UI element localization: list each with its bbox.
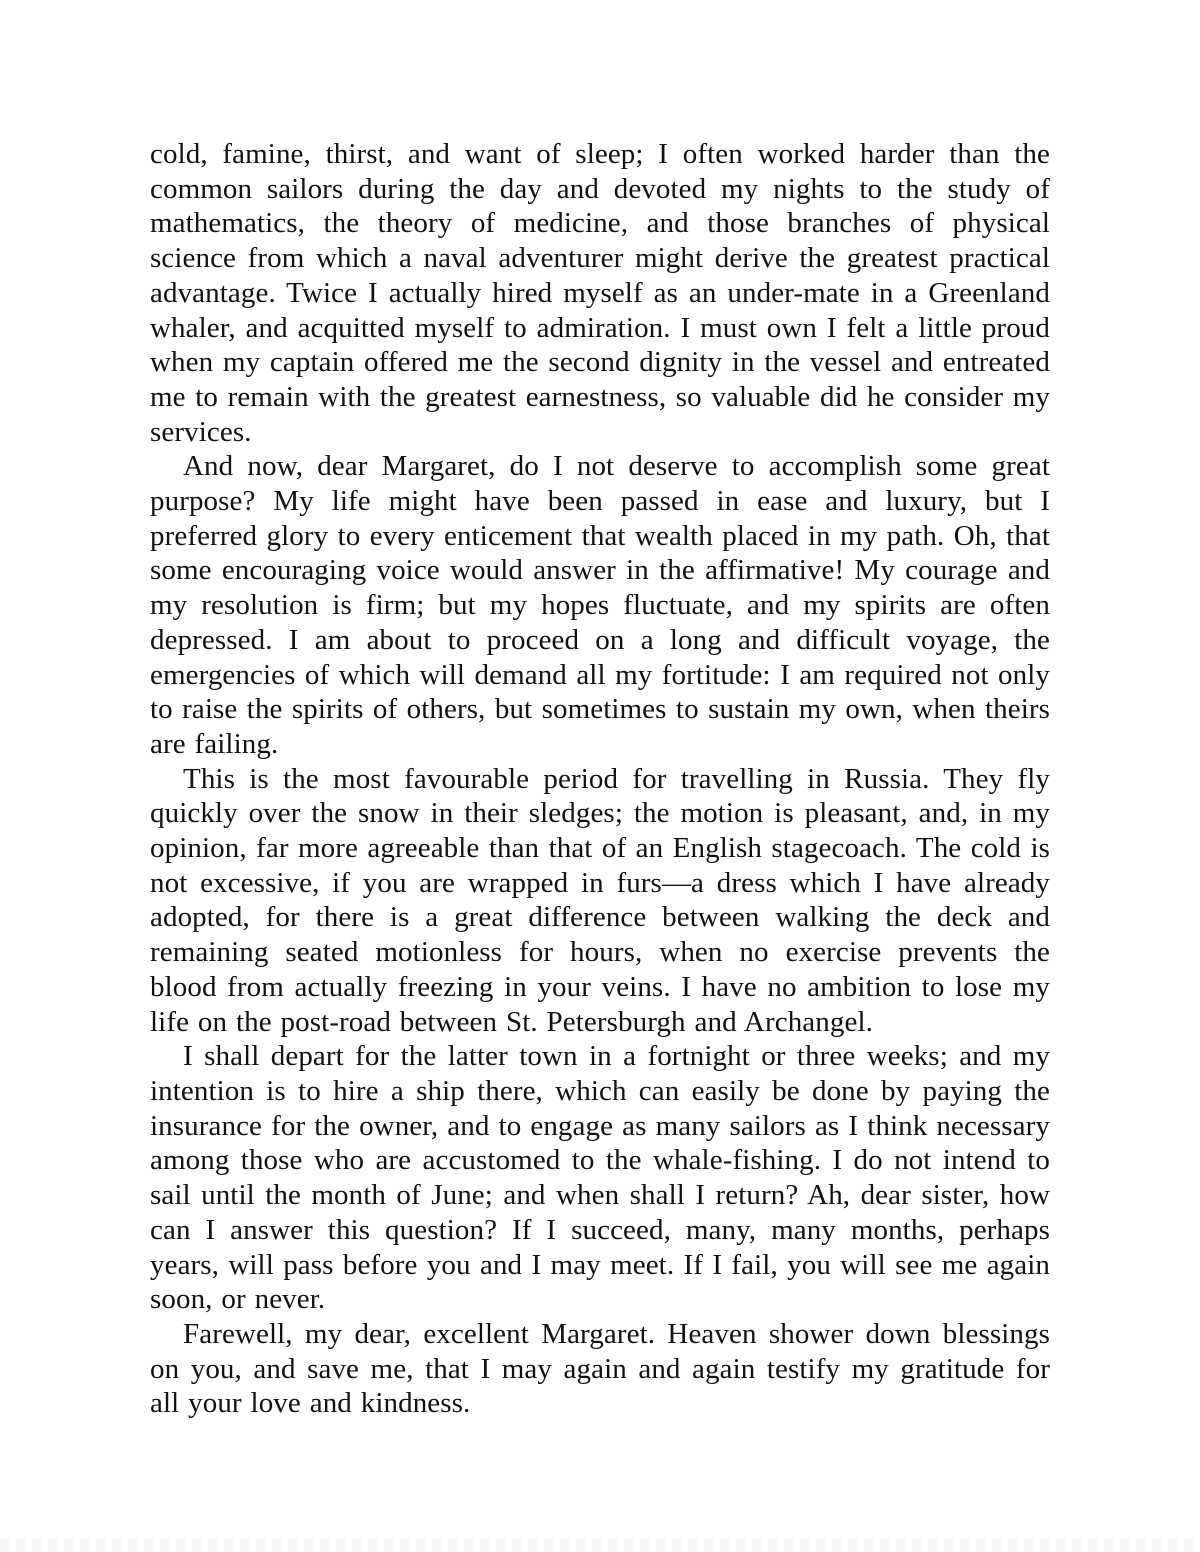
paragraph: And now, dear Margaret, do I not deserve to accomplish some great purpose? My life might have been passed in ease and luxury, but I preferred glory to every enticement that wealth placed in my path. Oh, that some encouraging voice would answer in the affirmative! My courage and my resolution is firm; but my hopes fluctuate, and my spirits are often depressed. I am about to proceed on a long and difficult voyage, the emergencies of which will demand all my fortitude: I am required not only to raise the spirits of others, but sometimes to sustain my own, when theirs are failing. [150, 450, 1050, 760]
paragraph: This is the most favourable period for travelling in Russia. They fly quickly over the snow in their sledges; the motion is pleasant, and, in my opinion, far more agreeable than that of an English stagecoach. The cold is not excessive, if you are wrapped in furs—a dress which I have already adopted, for there is a great difference between walking the deck and remaining seated motionless for hours, when no exercise prevents the blood from actually freezing in your veins. I have no ambition to lose my life on the post-road between St. Petersburgh and Archangel. [150, 762, 1050, 1038]
paragraph: I shall depart for the latter town in a fortnight or three weeks; and my intention is to hire a ship there, which can easily be done by paying the insurance for the owner, and to engage as many sailors as I think necessary among those who are accustomed to the whale-fishing. I do not intend to sail until the month of June; and when shall I return? Ah, dear sister, how can I answer this question? If I succeed, many, many months, perhaps years, will pass before you and I may meet. If I fail, you will see me again soon, or never. [150, 1040, 1050, 1316]
next-page-bleed-through [0, 1538, 1200, 1552]
paragraph-continuation: cold, famine, thirst, and want of sleep; I often worked harder than the common sailors during the day and devoted my nights to the study of mathematics, the theory of medicine, and those branches of physical science from which a naval adventurer might derive the greatest practical advantage. Twice I actually hired myself as an under-mate in a Greenland whaler, and acquitted myself to admiration. I must own I felt a little proud when my captain offered me the second dignity in the vessel and entreated me to remain with the greatest earnestness, so valuable did he consider my services. [150, 138, 1050, 448]
letter-body-text [150, 137, 1050, 1421]
paragraph: Farewell, my dear, excellent Margaret. Heaven shower down blessings on you, and save me, that I may again and again testify my gratitude for all your love and kindness. [150, 1317, 1050, 1420]
